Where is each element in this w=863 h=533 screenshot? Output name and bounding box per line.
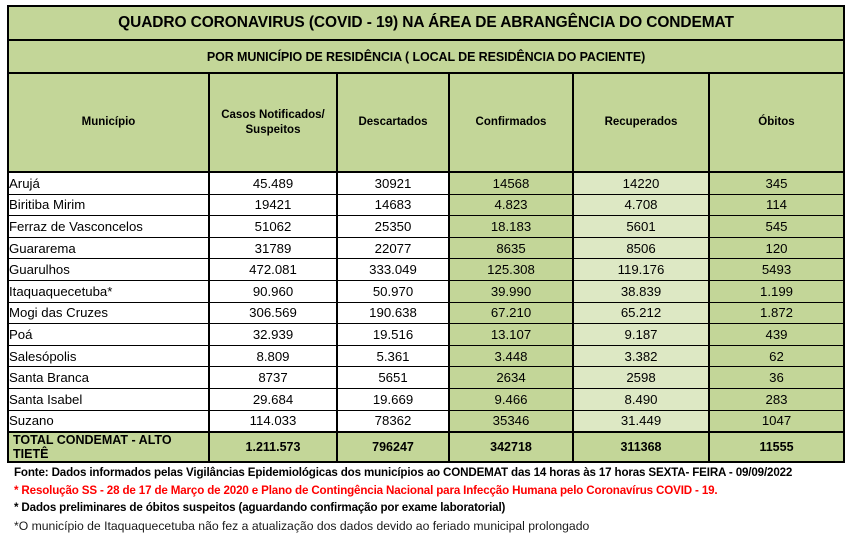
cell-municipio: Salesópolis	[8, 345, 209, 367]
total-row	[8, 432, 844, 462]
column-header-descartados-label: Descartados	[358, 116, 428, 129]
cell-notificados: 114.033	[209, 410, 337, 432]
cell-confirmados: 125.308	[449, 259, 573, 281]
cell-notificados: 8.809	[209, 345, 337, 367]
cell-notificados: 90.960	[209, 280, 337, 302]
column-header-confirmados	[449, 73, 573, 172]
cell-notificados: 51062	[209, 216, 337, 238]
cell-confirmados: 35346	[449, 410, 573, 432]
page-subtitle: POR MUNICÍPIO DE RESIDÊNCIA ( LOCAL DE RESIDÊNCIA DO PACIENTE)	[8, 40, 844, 73]
cell-obitos: 283	[709, 388, 844, 410]
cell-confirmados: 13.107	[449, 324, 573, 346]
cell-municipio: Guararema	[8, 237, 209, 259]
cell-confirmados: 14568	[449, 172, 573, 194]
cell-notificados: 19421	[209, 194, 337, 216]
cell-recuperados: 38.839	[573, 280, 709, 302]
total-label: TOTAL CONDEMAT - ALTO TIETÊ	[8, 432, 209, 462]
column-header-notificados	[209, 73, 337, 172]
cell-recuperados: 3.382	[573, 345, 709, 367]
cell-confirmados: 8635	[449, 237, 573, 259]
cell-municipio: Santa Isabel	[8, 388, 209, 410]
column-header-recuperados	[573, 73, 709, 172]
table-row	[8, 172, 844, 194]
cell-obitos: 114	[709, 194, 844, 216]
cell-notificados: 306.569	[209, 302, 337, 324]
cell-descartados: 78362	[337, 410, 449, 432]
footnote-line: Fonte: Dados informados pelas Vigilâncias Epidemiológicas dos municípios ao CONDEMAT das 14 horas às 17 horas SEXTA- FEIRA - 09/09/2022	[14, 466, 793, 480]
table-row	[8, 410, 844, 432]
cell-obitos: 1.199	[709, 280, 844, 302]
total-obitos: 11555	[709, 432, 844, 462]
table-row	[8, 216, 844, 238]
column-header-notificados-line1: Casos Notificados/	[221, 109, 325, 122]
cell-confirmados: 67.210	[449, 302, 573, 324]
cell-municipio: Guarulhos	[8, 259, 209, 281]
cell-municipio: Suzano	[8, 410, 209, 432]
cell-obitos: 1047	[709, 410, 844, 432]
table-body	[8, 172, 844, 432]
cell-recuperados: 119.176	[573, 259, 709, 281]
footnote-line: *O município de Itaquaquecetuba não fez a atualização dos dados devido ao feriado municipal prolongado	[14, 518, 590, 533]
cell-municipio: Ferraz de Vasconcelos	[8, 216, 209, 238]
cell-municipio: Arujá	[8, 172, 209, 194]
footnote-line: * Resolução SS - 28 de 17 de Março de 2020 e Plano de Contingência Nacional para Infecção Humana pelo Coronavírus COVID - 19.	[14, 483, 718, 497]
total-recuperados: 311368	[573, 432, 709, 462]
cell-recuperados: 5601	[573, 216, 709, 238]
cell-descartados: 30921	[337, 172, 449, 194]
cell-obitos: 62	[709, 345, 844, 367]
column-header-municipio-label: Município	[81, 116, 136, 129]
cell-recuperados: 65.212	[573, 302, 709, 324]
column-header-municipio	[8, 73, 209, 172]
cell-descartados: 5.361	[337, 345, 449, 367]
total-confirmados: 342718	[449, 432, 573, 462]
cell-confirmados: 39.990	[449, 280, 573, 302]
table-row	[8, 194, 844, 216]
cell-obitos: 5493	[709, 259, 844, 281]
cell-descartados: 25350	[337, 216, 449, 238]
cell-descartados: 5651	[337, 367, 449, 389]
cell-recuperados: 4.708	[573, 194, 709, 216]
cell-recuperados: 9.187	[573, 324, 709, 346]
cell-confirmados: 4.823	[449, 194, 573, 216]
cell-confirmados: 18.183	[449, 216, 573, 238]
cell-descartados: 22077	[337, 237, 449, 259]
cell-confirmados: 9.466	[449, 388, 573, 410]
column-header-obitos	[709, 73, 844, 172]
cell-descartados: 190.638	[337, 302, 449, 324]
table-footer	[8, 432, 844, 462]
footnote-line: * Dados preliminares de óbitos suspeitos (aguardando confirmação por exame laboratorial)	[14, 501, 506, 515]
table-row	[8, 259, 844, 281]
cell-notificados: 8737	[209, 367, 337, 389]
cell-municipio: Mogi das Cruzes	[8, 302, 209, 324]
cell-obitos: 345	[709, 172, 844, 194]
cell-recuperados: 8.490	[573, 388, 709, 410]
cell-notificados: 29.684	[209, 388, 337, 410]
table-row	[8, 237, 844, 259]
cell-obitos: 439	[709, 324, 844, 346]
cell-municipio: Santa Branca	[8, 367, 209, 389]
cell-descartados: 19.669	[337, 388, 449, 410]
cell-descartados: 14683	[337, 194, 449, 216]
cell-obitos: 1.872	[709, 302, 844, 324]
cell-notificados: 45.489	[209, 172, 337, 194]
covid-data-table	[7, 5, 845, 463]
cell-recuperados: 8506	[573, 237, 709, 259]
column-header-descartados	[337, 73, 449, 172]
table-row	[8, 324, 844, 346]
cell-municipio: Poá	[8, 324, 209, 346]
column-header-notificados-line2: Suspeitos	[245, 123, 301, 136]
table-row	[8, 280, 844, 302]
cell-recuperados: 31.449	[573, 410, 709, 432]
table-row	[8, 367, 844, 389]
column-header-row	[8, 73, 844, 172]
table-row	[8, 388, 844, 410]
cell-obitos: 120	[709, 237, 844, 259]
cell-obitos: 36	[709, 367, 844, 389]
total-notificados: 1.211.573	[209, 432, 337, 462]
cell-notificados: 472.081	[209, 259, 337, 281]
table-row	[8, 345, 844, 367]
subtitle-row	[8, 40, 844, 73]
page-title: QUADRO CORONAVIRUS (COVID - 19) NA ÁREA DE ABRANGÊNCIA DO CONDEMAT	[8, 6, 844, 40]
cell-descartados: 50.970	[337, 280, 449, 302]
title-row	[8, 6, 844, 40]
cell-municipio: Biritiba Mirim	[8, 194, 209, 216]
cell-recuperados: 14220	[573, 172, 709, 194]
column-header-recuperados-label: Recuperados	[604, 116, 678, 129]
cell-notificados: 32.939	[209, 324, 337, 346]
table-row	[8, 302, 844, 324]
cell-confirmados: 3.448	[449, 345, 573, 367]
cell-notificados: 31789	[209, 237, 337, 259]
cell-municipio: Itaquaquecetuba*	[8, 280, 209, 302]
column-header-obitos-label: Óbitos	[758, 116, 795, 129]
cell-descartados: 333.049	[337, 259, 449, 281]
cell-confirmados: 2634	[449, 367, 573, 389]
total-descartados: 796247	[337, 432, 449, 462]
cell-recuperados: 2598	[573, 367, 709, 389]
footnotes	[7, 467, 843, 532]
cell-obitos: 545	[709, 216, 844, 238]
cell-descartados: 19.516	[337, 324, 449, 346]
column-header-confirmados-label: Confirmados	[475, 116, 547, 129]
